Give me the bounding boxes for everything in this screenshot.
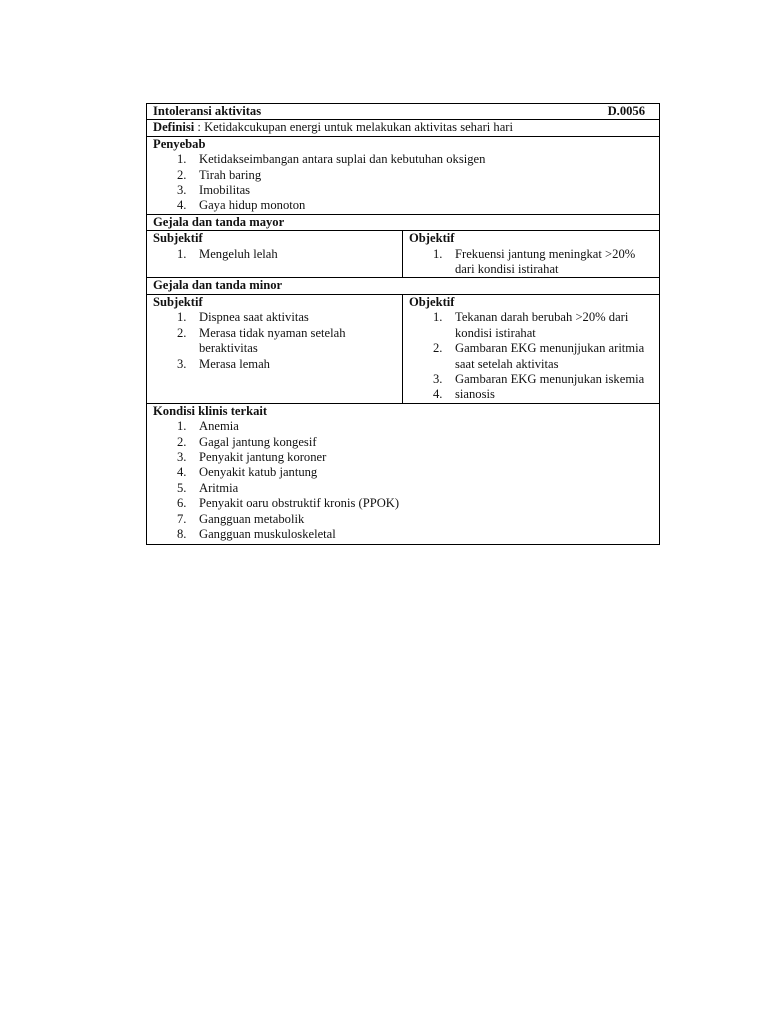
list-item <box>153 465 653 480</box>
list-item-number: 1. <box>433 246 443 261</box>
list-item-number: 3. <box>177 449 187 464</box>
list-item <box>153 527 653 542</box>
list-item-number: 1. <box>433 310 443 325</box>
list-item-number: 3. <box>433 371 443 386</box>
list-item <box>153 310 396 325</box>
diagnosis-title: Intoleransi aktivitas <box>153 104 262 118</box>
minor-objective-cell <box>403 294 660 403</box>
list-item <box>409 247 653 278</box>
list-item-number: 2. <box>433 341 443 356</box>
list-item-text: Mengeluh lelah <box>199 246 278 261</box>
list-item-number: 7. <box>177 511 187 526</box>
major-heading-row <box>147 214 660 230</box>
major-subjective-cell <box>147 231 403 278</box>
definition-label: Definisi <box>153 120 195 135</box>
clinical-heading: Kondisi klinis terkait <box>153 403 268 418</box>
list-item <box>153 435 653 450</box>
list-item-number: 4. <box>177 465 187 480</box>
minor-subjective-heading: Subjektif <box>153 294 203 309</box>
list-item <box>153 168 653 183</box>
causes-list <box>153 152 653 214</box>
list-item-number: 8. <box>177 526 187 541</box>
list-item <box>409 310 653 341</box>
list-item <box>153 152 653 167</box>
list-item-text: Merasa lemah <box>199 356 270 371</box>
minor-subjective-list <box>153 310 396 372</box>
minor-objective-heading: Objektif <box>409 294 455 309</box>
list-item <box>409 387 653 402</box>
list-item <box>153 481 653 496</box>
list-item <box>153 450 653 465</box>
causes-heading: Penyebab <box>153 136 206 151</box>
minor-row <box>147 294 660 403</box>
list-item-number: 3. <box>177 183 187 198</box>
title-row <box>147 104 660 120</box>
list-item-text: Penyakit jantung koroner <box>199 449 327 464</box>
list-item <box>409 341 653 372</box>
list-item <box>153 183 653 198</box>
list-item-text: Anemia <box>199 419 239 434</box>
list-item-number: 4. <box>433 387 443 402</box>
major-objective-list <box>409 247 653 278</box>
list-item-number: 6. <box>177 496 187 511</box>
list-item-number: 5. <box>177 480 187 495</box>
minor-heading: Gejala dan tanda minor <box>147 278 660 294</box>
list-item-number: 1. <box>177 152 187 167</box>
list-item-text: Penyakit oaru obstruktif kronis (PPOK) <box>199 496 400 511</box>
list-item <box>409 372 653 387</box>
list-item <box>153 357 396 372</box>
definition-row <box>147 120 660 136</box>
list-item-number: 4. <box>177 198 187 213</box>
list-item <box>153 198 653 213</box>
major-row <box>147 231 660 278</box>
list-item <box>153 496 653 511</box>
list-item-text: Gambaran EKG menunjjukan aritmia saat setelah aktivitas <box>455 341 645 371</box>
list-item-number: 3. <box>177 356 187 371</box>
list-item-number: 1. <box>177 310 187 325</box>
list-item-text: Gambaran EKG menunjukan iskemia <box>455 371 645 386</box>
major-subjective-heading: Subjektif <box>153 231 203 246</box>
causes-cell <box>147 136 660 214</box>
list-item-text: Gagal jantung kongesif <box>199 434 317 449</box>
list-item-text: sianosis <box>455 387 495 402</box>
list-item-text: Tirah baring <box>199 167 262 182</box>
major-objective-heading: Objektif <box>409 231 455 246</box>
minor-subjective-cell <box>147 294 403 403</box>
minor-objective-list <box>409 310 653 402</box>
definition-text: Ketidakcukupan energi untuk melakukan aktivitas sehari hari <box>204 120 513 135</box>
list-item <box>153 512 653 527</box>
clinical-list <box>153 419 653 542</box>
list-item-number: 1. <box>177 246 187 261</box>
major-subjective-list <box>153 247 396 262</box>
minor-heading-row <box>147 278 660 294</box>
list-item-text: Oenyakit katub jantung <box>199 465 318 480</box>
list-item-text: Imobilitas <box>199 183 251 198</box>
list-item-number: 1. <box>177 419 187 434</box>
major-objective-cell <box>403 231 660 278</box>
list-item <box>153 247 396 262</box>
title-cell <box>147 104 660 120</box>
list-item-text: Merasa tidak nyaman setelah beraktivitas <box>199 325 346 356</box>
diagnosis-table <box>146 103 660 545</box>
list-item-text: Ketidakseimbangan antara suplai dan kebutuhan oksigen <box>199 152 486 167</box>
list-item-text: Tekanan darah berubah >20% dari kondisi istirahat <box>455 310 629 340</box>
clinical-row <box>147 403 660 545</box>
list-item-text: Gangguan metabolik <box>199 511 305 526</box>
causes-row <box>147 136 660 214</box>
list-item-number: 2. <box>177 325 187 340</box>
list-item-text: Aritmia <box>199 480 239 495</box>
list-item-number: 2. <box>177 434 187 449</box>
list-item <box>153 326 396 357</box>
diagnosis-code: D.0056 <box>607 104 646 118</box>
definition-cell <box>147 120 660 136</box>
definition-separator: : <box>194 120 205 135</box>
list-item-text: Gangguan muskuloskeletal <box>199 526 336 541</box>
major-heading: Gejala dan tanda mayor <box>147 214 660 230</box>
list-item-text: Gaya hidup monoton <box>199 198 306 213</box>
list-item <box>153 419 653 434</box>
list-item-text: Dispnea saat aktivitas <box>199 310 309 325</box>
list-item-text: Frekuensi jantung meningkat >20% dari kondisi istirahat <box>455 246 636 277</box>
clinical-cell <box>147 403 660 545</box>
list-item-number: 2. <box>177 167 187 182</box>
